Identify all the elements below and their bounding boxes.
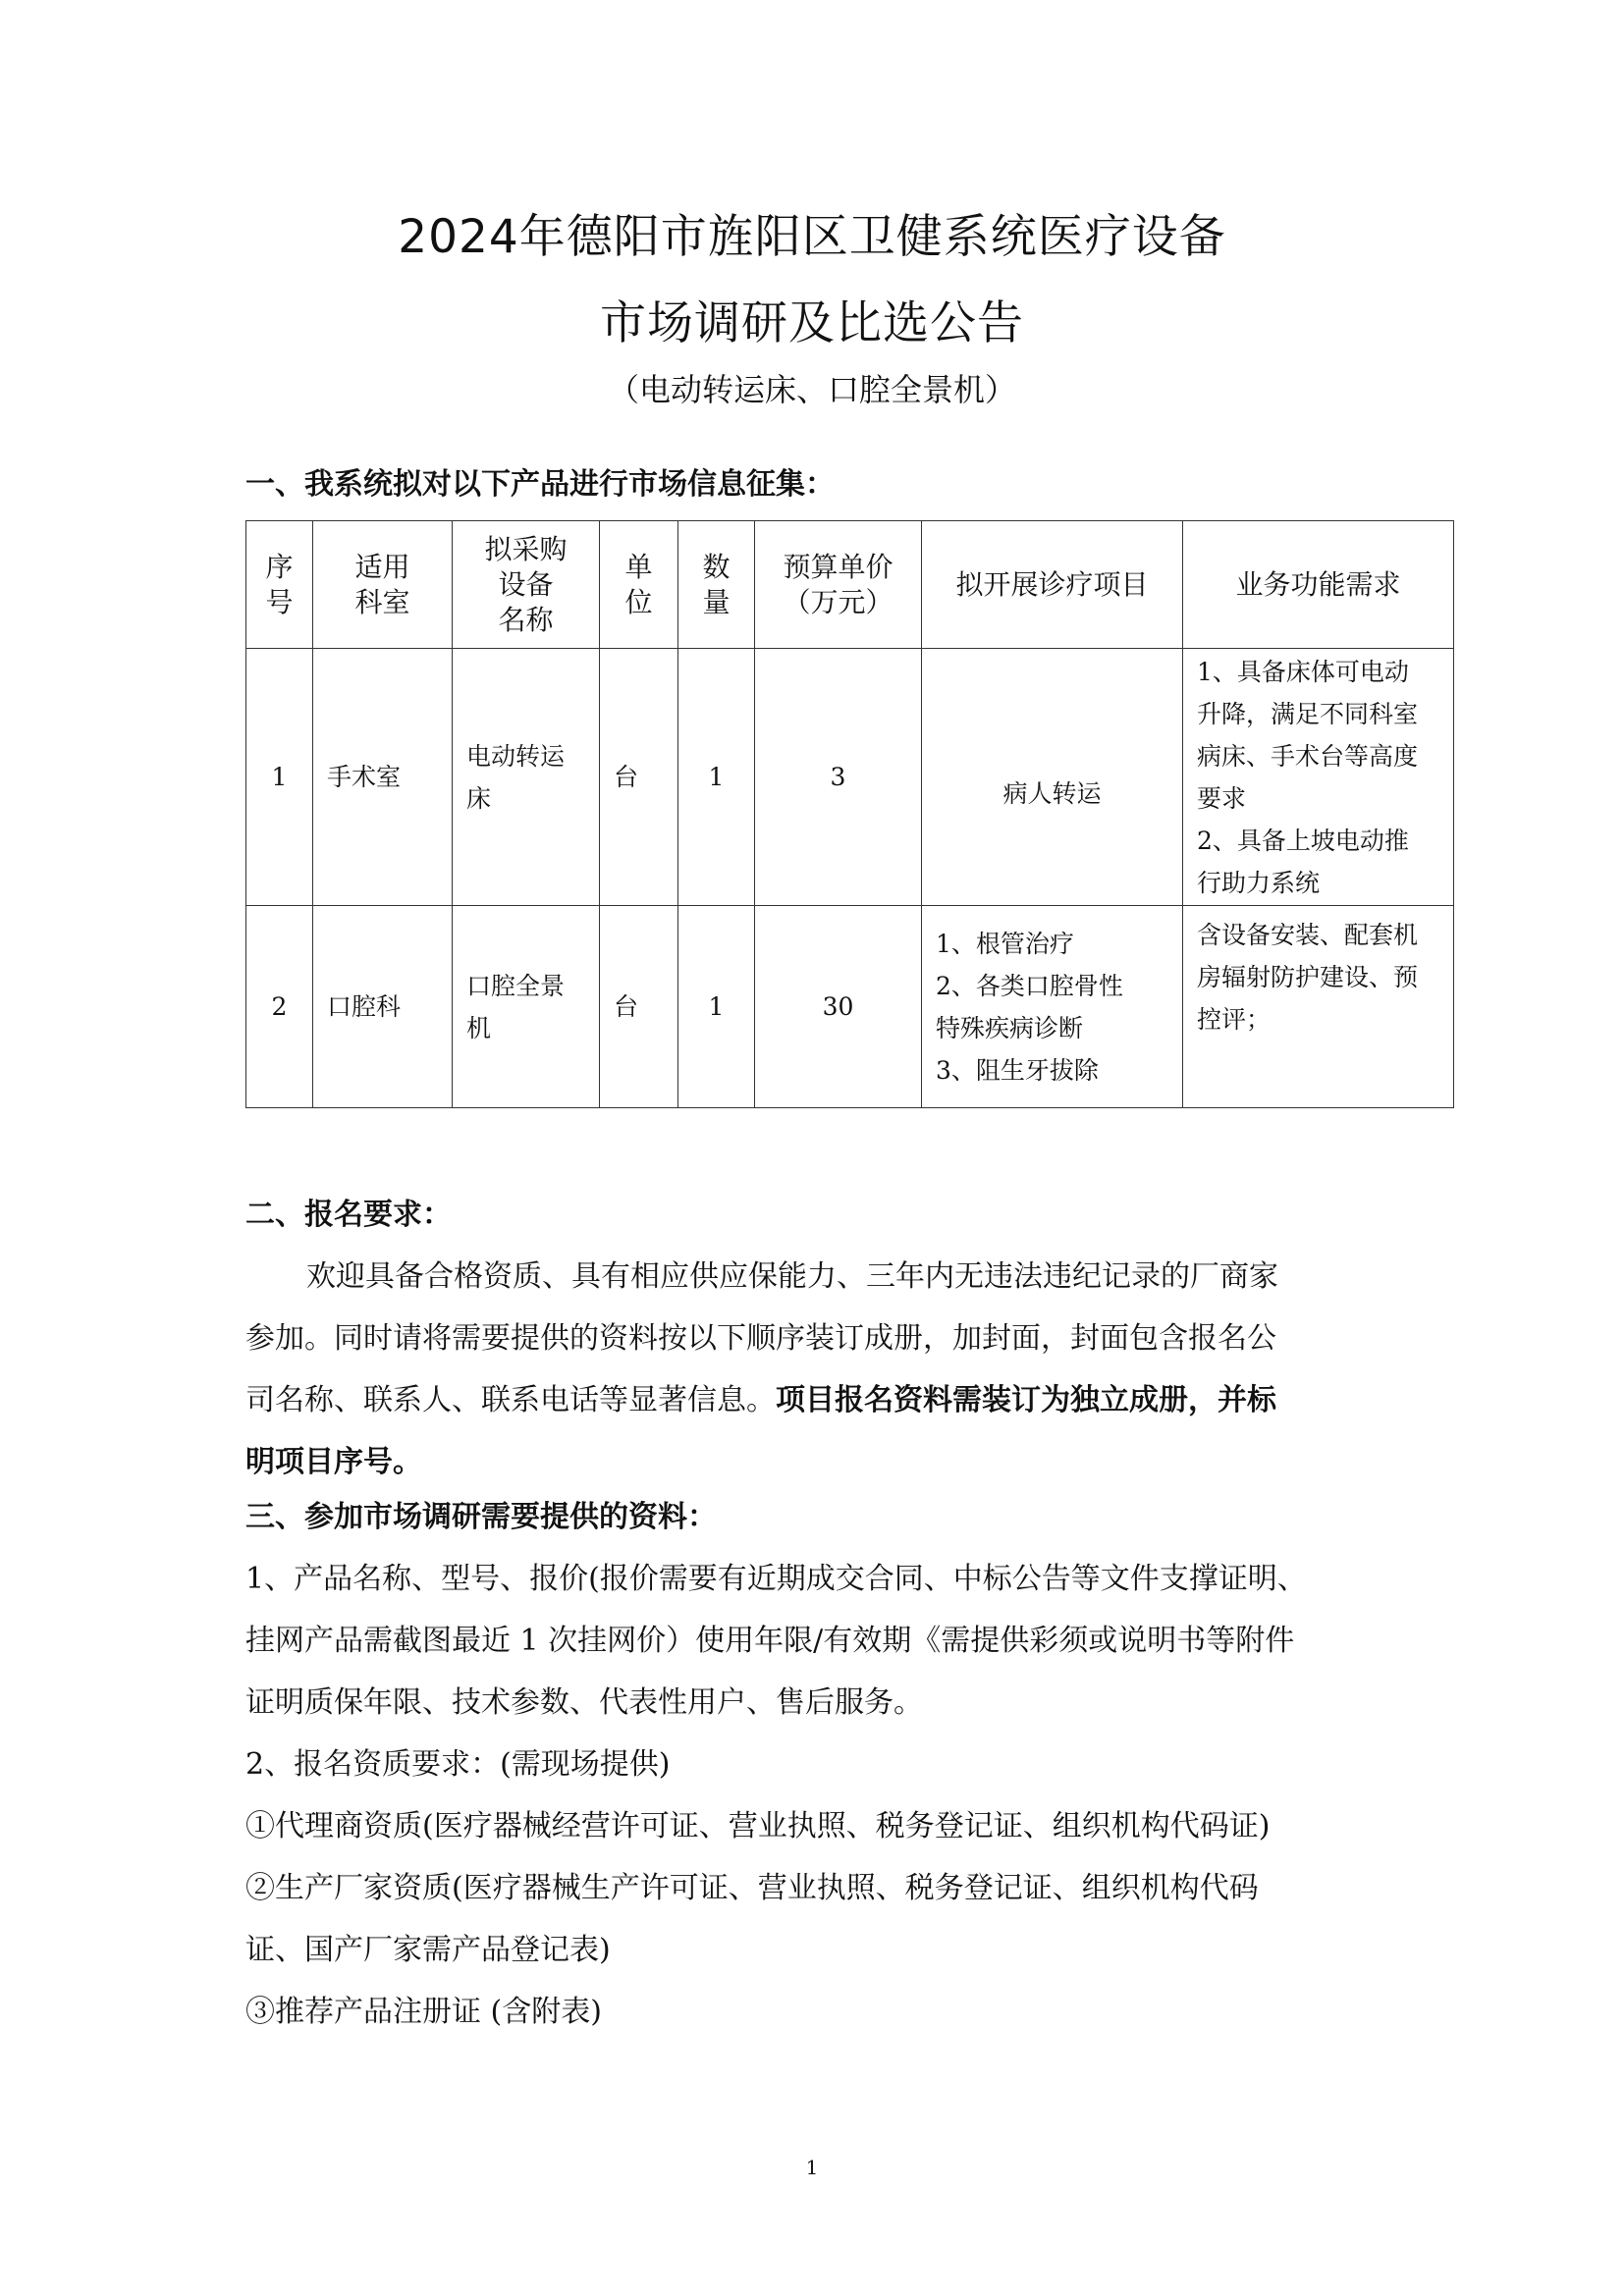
header-dept: 适用 科室 [313, 521, 453, 649]
cell-budget: 30 [755, 906, 922, 1108]
cell-qty: 1 [678, 906, 755, 1108]
cell-dept: 手术室 [313, 649, 453, 906]
table-row [246, 649, 1454, 906]
equipment-table [245, 520, 1454, 1108]
header-function: 业务功能需求 [1183, 521, 1454, 649]
header-unit: 单 位 [600, 521, 678, 649]
section-2-heading: 二、报名要求： [245, 1198, 452, 1232]
cell-dept: 口腔科 [313, 906, 453, 1108]
item-2-b-line-1: ②生产厂家资质(医疗器械生产许可证、营业执照、税务登记证、组织机构代码 [245, 1871, 1259, 1905]
cell-qty: 1 [678, 649, 755, 906]
item-2-b-line-2: 证、国产厂家需产品登记表) [245, 1933, 611, 1967]
item-1-line-2: 挂网产品需截图最近 1 次挂网价）使用年限/有效期《需提供彩须或说明书等附件 [245, 1624, 1295, 1658]
header-device: 拟采购 设备 名称 [453, 521, 600, 649]
header-qty: 数 量 [678, 521, 755, 649]
table-row [246, 906, 1454, 1108]
table-header-row [246, 521, 1454, 649]
para-line: 司名称、联系人、联系电话等显著信息。项目报名资料需装订为独立成册，并标 [245, 1383, 1276, 1417]
title-line-2: 市场调研及比选公告 [600, 296, 1024, 350]
section-2-paragraph [245, 1246, 1394, 1493]
item-2-a: ①代理商资质(医疗器械经营许可证、营业执照、税务登记证、组织机构代码证) [245, 1809, 1271, 1843]
para-line: 明项目序号。 [245, 1445, 422, 1479]
cell-unit: 台 [600, 906, 678, 1108]
cell-unit: 台 [600, 649, 678, 906]
item-2: 2、报名资质要求：(需现场提供) [245, 1747, 671, 1782]
cell-budget: 3 [755, 649, 922, 906]
cell-project: 病人转运 [922, 649, 1183, 906]
para-line: 参加。同时请将需要提供的资料按以下顺序装订成册，加封面，封面包含报名公 [245, 1321, 1276, 1356]
title-line-1: 2024年德阳市旌阳区卫健系统医疗设备 [398, 210, 1226, 264]
header-project: 拟开展诊疗项目 [922, 521, 1183, 649]
cell-device: 口腔全景 机 [453, 906, 600, 1108]
cell-function: 1、具备床体可电动 升降，满足不同科室 病床、手术台等高度 要求 2、具备上坡电动推 行助力系统 [1183, 649, 1454, 906]
header-seq: 序 号 [246, 521, 313, 649]
cell-device: 电动转运 床 [453, 649, 600, 906]
item-1-line-3: 证明质保年限、技术参数、代表性用户、售后服务。 [245, 1685, 923, 1720]
cell-seq: 2 [246, 906, 313, 1108]
item-1-line-1: 1、产品名称、型号、报价(报价需要有近期成交合同、中标公告等文件支撑证明、 [245, 1562, 1307, 1596]
cell-function: 含设备安装、配套机 房辐射防护建设、预 控评； [1183, 906, 1454, 1108]
item-2-c: ③推荐产品注册证 (含附表) [245, 1995, 602, 2029]
section-1-heading: 一、我系统拟对以下产品进行市场信息征集： [245, 467, 835, 502]
subtitle: （电动转运床、口腔全景机） [607, 371, 1016, 408]
header-budget: 预算单价 （万元） [755, 521, 922, 649]
cell-project: 1、根管治疗 2、各类口腔骨性 特殊疾病诊断 3、阻生牙拔除 [922, 906, 1183, 1108]
para-line: 欢迎具备合格资质、具有相应供应保能力、三年内无违法违纪记录的厂商家 [306, 1259, 1278, 1294]
cell-seq: 1 [246, 649, 313, 906]
page-number: 1 [805, 2156, 819, 2179]
section-3-heading: 三、参加市场调研需要提供的资料： [245, 1500, 717, 1534]
